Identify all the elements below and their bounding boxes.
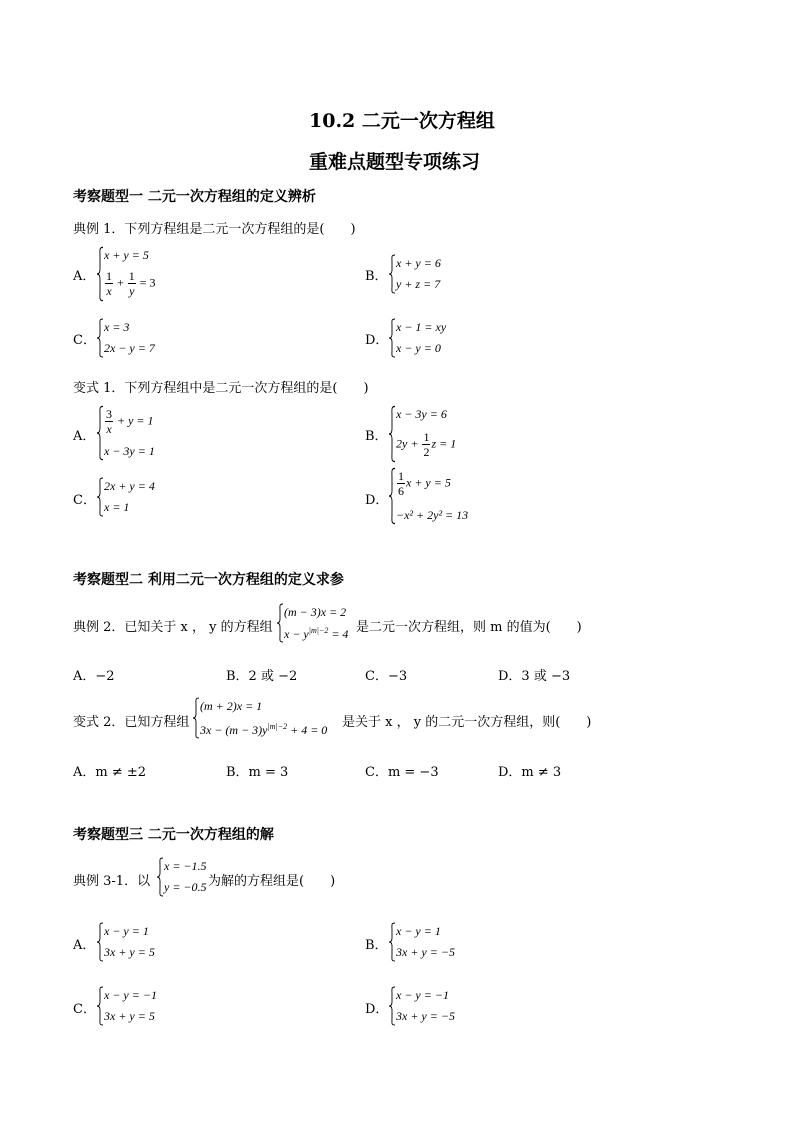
q3-option-d[interactable]: D．3 或 −3: [498, 669, 571, 684]
equation: y = −0.5: [164, 880, 207, 894]
q2-option-d-label[interactable]: D．: [365, 493, 389, 508]
q5-option-b-system: [388, 922, 478, 962]
question-5-stem-pre: 典例 3-1．以: [73, 874, 151, 889]
equation: [284, 627, 348, 640]
q3-system: [276, 603, 366, 643]
question-4-stem-pre: 变式 2．已知方程组: [73, 715, 190, 730]
brace-icon: [156, 857, 164, 897]
question-5-stem-post: 为解的方程组是( ): [208, 874, 336, 889]
q5-option-c-system: [96, 986, 186, 1026]
equation: x = −1.5: [164, 859, 207, 873]
exponent: |m|−2: [267, 722, 288, 731]
section-heading-3: 考察题型三 二元一次方程组的解: [73, 827, 274, 843]
brace-icon: [388, 405, 396, 463]
equation: [200, 723, 327, 736]
q2-option-c-system: [96, 477, 186, 517]
q2-option-d-system: [388, 467, 498, 525]
brace-icon: [96, 986, 104, 1026]
q5-option-a-system: [96, 922, 186, 962]
q4-option-c[interactable]: C．m = −3: [365, 765, 439, 780]
q4-option-b[interactable]: B．m = 3: [226, 765, 289, 780]
brace-icon: [96, 922, 104, 962]
equation: x = 1: [104, 500, 130, 514]
q5-option-b-label[interactable]: B．: [365, 938, 388, 953]
equation-rest: x + y = 5: [406, 475, 451, 490]
brace-icon: [96, 405, 104, 461]
q1-option-c-system: [96, 318, 186, 358]
equation: x − 3y = 1: [104, 444, 155, 458]
equation: x − y = −1: [396, 988, 449, 1002]
equation-rhs: = 3: [139, 275, 156, 290]
equation: x − 3y = 6: [396, 407, 447, 421]
page-title: 10.2 二元一次方程组: [309, 110, 495, 132]
equation: x − y = −1: [104, 988, 157, 1002]
q2-option-b-system: [388, 405, 488, 463]
brace-icon: [388, 467, 396, 525]
question-2-stem: 变式 1．下列方程组中是二元一次方程组的是( ): [73, 381, 369, 396]
q5-option-d-label[interactable]: D．: [365, 1002, 389, 1017]
q1-option-d-label[interactable]: D．: [365, 333, 389, 348]
q4-option-d[interactable]: D．m ≠ 3: [498, 765, 562, 780]
equation: $\frac{1}{x}$ + $\frac{1}{y}$ = 3: [106, 269, 156, 298]
brace-icon: [96, 246, 104, 302]
question-3-stem-post: 是二元一次方程组，则 m 的值为( ): [356, 620, 582, 635]
equation: (m + 2)x = 1: [200, 699, 263, 713]
equation-base: 3x − (m − 3)y: [200, 723, 268, 737]
question-4-stem-post: 是关于 x ， y 的二元一次方程组，则( ): [342, 715, 592, 730]
q3-option-c[interactable]: C．−3: [365, 669, 408, 684]
equation-left: 2y +: [396, 436, 419, 451]
equation: x = 3: [104, 320, 130, 334]
brace-icon: [388, 318, 396, 358]
page-subtitle: 重难点题型专项练习: [309, 151, 481, 173]
equation: $\frac{3}{x}$ + y = 1: [106, 407, 154, 436]
q2-option-a-system: [96, 405, 186, 461]
equation: 2x + y = 4: [104, 479, 155, 493]
equation: x + y = 6: [396, 256, 441, 270]
equation-rhs: = 4: [328, 627, 349, 641]
equation-right: z = 1: [431, 436, 457, 451]
equation-base: x − y: [284, 627, 309, 641]
q2-option-a-label[interactable]: A．: [73, 429, 96, 444]
q5-option-c-label[interactable]: C．: [73, 1002, 96, 1017]
equation: 3x + y = 5: [104, 1009, 155, 1023]
equation-rhs: + 4 = 0: [287, 723, 328, 737]
equation: x − 1 = xy: [396, 320, 447, 334]
q1-option-a-label[interactable]: A．: [73, 269, 96, 284]
section-heading-1: 考察题型一 二元一次方程组的定义辨析: [73, 189, 316, 205]
q1-option-c-label[interactable]: C．: [73, 333, 96, 348]
brace-icon: [96, 318, 104, 358]
q5-option-d-system: [388, 986, 478, 1026]
brace-icon: [388, 254, 396, 294]
equation: 3x + y = −5: [396, 1009, 455, 1023]
q4-system: [192, 697, 342, 739]
equation: x + y = 5: [104, 248, 149, 262]
equation-rest: + y = 1: [117, 413, 154, 428]
section-heading-2: 考察题型二 利用二元一次方程组的定义求参: [73, 572, 344, 588]
brace-icon: [96, 477, 104, 517]
brace-icon: [276, 603, 284, 643]
equation: x − y = 1: [396, 924, 441, 938]
exponent: |m|−2: [308, 626, 329, 635]
equation: (m − 3)x = 2: [284, 605, 347, 619]
brace-icon: [388, 986, 396, 1026]
equation: $\frac{1}{6}$ x + y = 5: [398, 469, 451, 498]
q1-option-b-system: [388, 254, 478, 294]
q1-option-a-system: [96, 246, 186, 302]
q2-option-c-label[interactable]: C．: [73, 493, 96, 508]
q1-option-b-label[interactable]: B．: [365, 269, 388, 284]
question-1-stem: 典例 1．下列方程组是二元一次方程组的是( ): [73, 222, 356, 237]
q3-option-a[interactable]: A．−2: [73, 669, 115, 684]
equation: 2y + $\frac{1}{2}$ z = 1: [396, 430, 457, 459]
equation: 3x + y = −5: [396, 945, 455, 959]
equation: y + z = 7: [396, 277, 441, 291]
q5-option-a-label[interactable]: A．: [73, 938, 96, 953]
q1-option-d-system: [388, 318, 478, 358]
question-3-stem-pre: 典例 2．已知关于 x ， y 的方程组: [73, 620, 273, 635]
equation: x − y = 0: [396, 341, 441, 355]
equation: 3x + y = 5: [104, 945, 155, 959]
q2-option-b-label[interactable]: B．: [365, 429, 388, 444]
equation: −x² + 2y² = 13: [396, 508, 469, 522]
q3-option-b[interactable]: B．2 或 −2: [226, 669, 298, 684]
q4-option-a[interactable]: A．m ≠ ±2: [73, 765, 147, 780]
equation: x − y = 1: [104, 924, 149, 938]
brace-icon: [192, 697, 200, 739]
brace-icon: [388, 922, 396, 962]
equation: 2x − y = 7: [104, 341, 155, 355]
